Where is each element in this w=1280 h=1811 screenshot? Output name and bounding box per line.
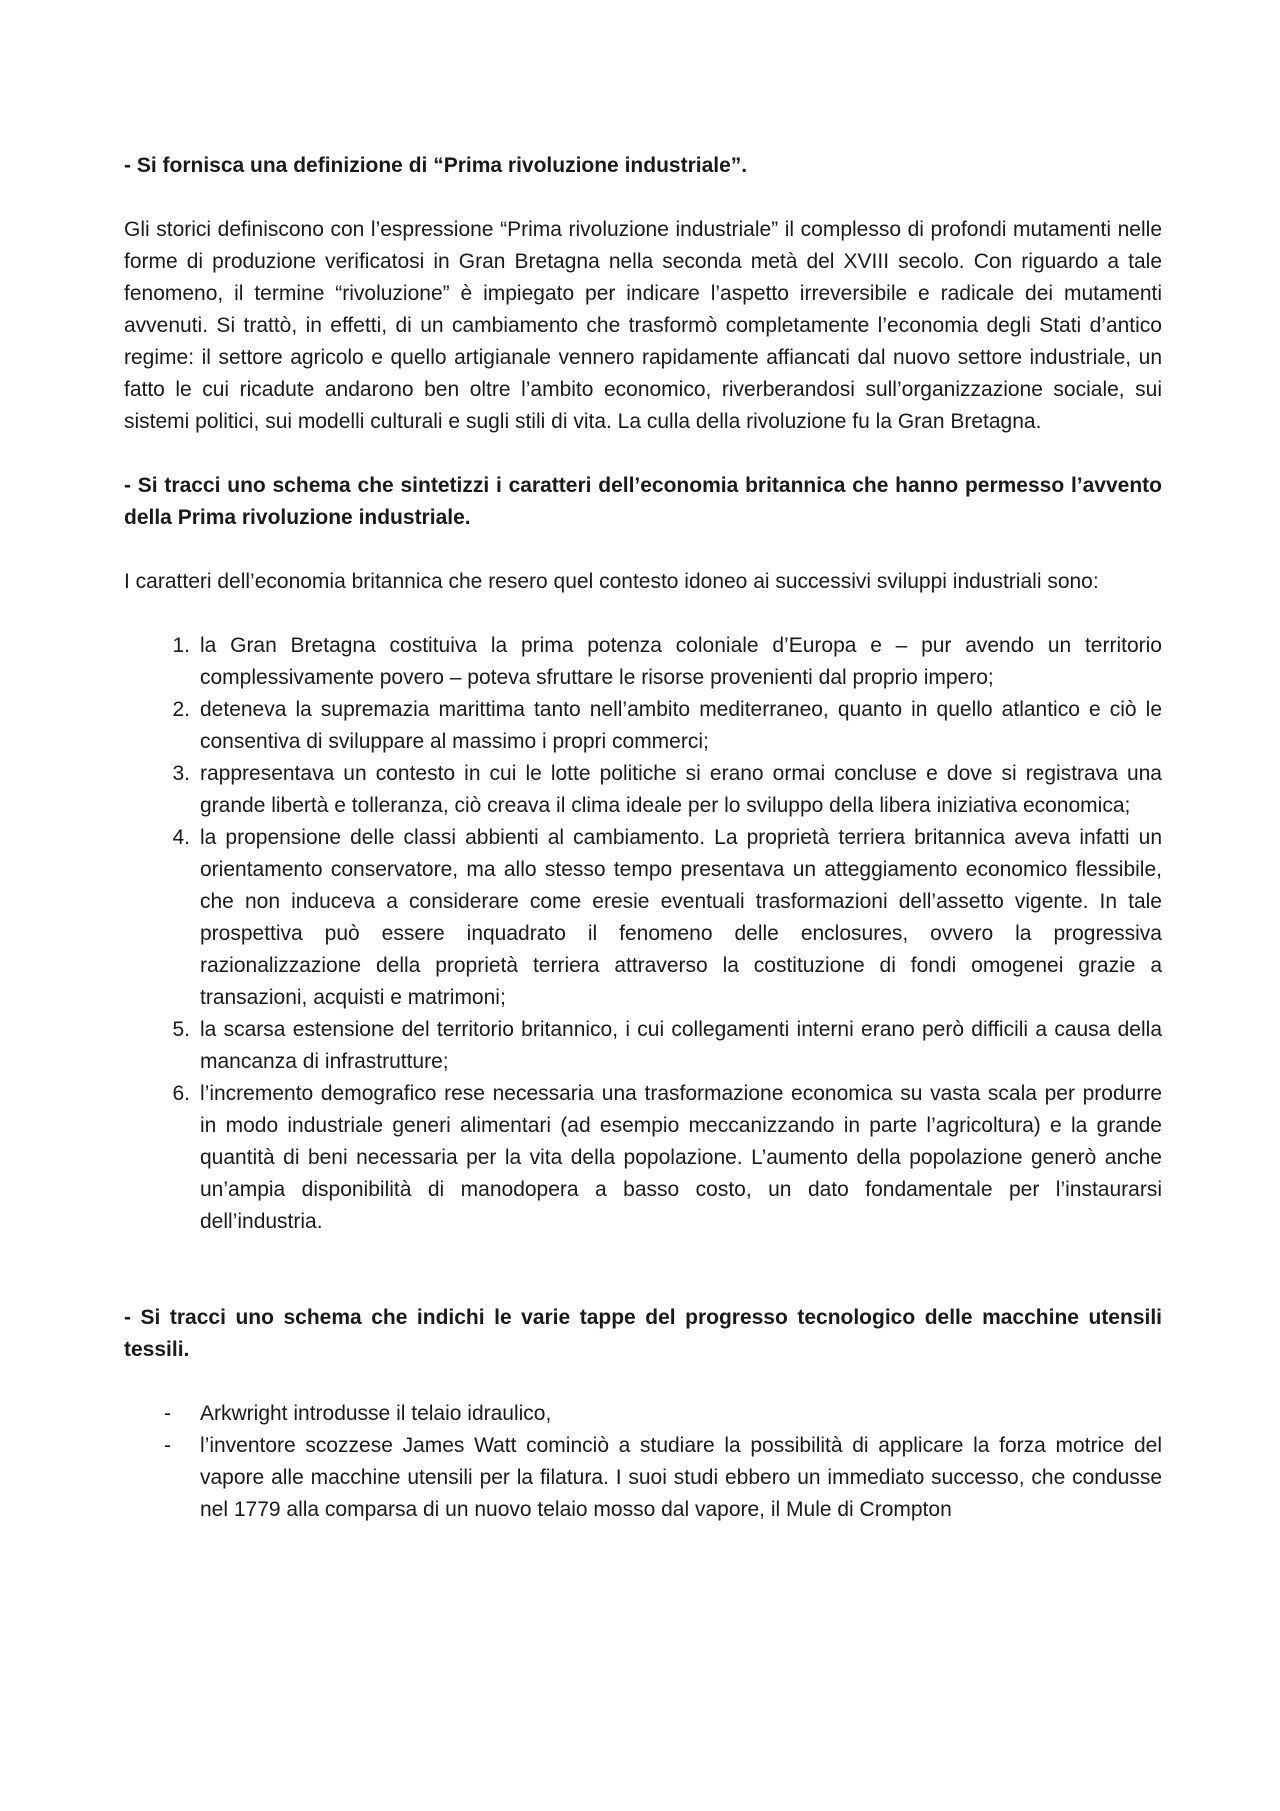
document-page [124, 150, 1162, 1526]
list-item [124, 1430, 1162, 1526]
question-heading: - Si fornisca una definizione di “Prima rivoluzione industriale”. [124, 154, 748, 177]
spacer [124, 598, 1162, 630]
list-number: 3. [172, 762, 190, 785]
dash-list [124, 1398, 1162, 1526]
list-number: 5. [172, 1018, 190, 1041]
list-item [124, 758, 1162, 822]
intro-paragraph: I caratteri dell’economia britannica che resero quel contesto idoneo ai successivi sviluppi industriali sono: [124, 570, 1099, 593]
dash-marker: - [164, 1402, 171, 1425]
list-item [124, 822, 1162, 1014]
list-item [124, 1078, 1162, 1238]
list-item-text: l’inventore scozzese James Watt cominciò a studiare la possibilità di applicare la forza motrice del vapore alle macchine utensili per la filatura. I suoi studi ebbero un immediato successo, che condusse nel 1779 alla comparsa di un nuovo telaio mosso dal vapore, il Mule di Crompton [200, 1434, 1162, 1521]
list-item-text: la Gran Bretagna costituiva la prima potenza coloniale d’Europa e – pur avendo un territorio complessivamente povero – poteva sfruttare le risorse provenienti dal proprio impero; [200, 634, 1162, 689]
spacer [124, 438, 1162, 470]
answer-paragraph: Gli storici definiscono con l’espressione “Prima rivoluzione industriale” il complesso di profondi mutamenti nelle forme di produzione verificatosi in Gran Bretagna nella seconda metà del XVIII secolo. Con riguardo a tale fenomeno, il termine “rivoluzione” è impiegato per indicare l’aspetto irreversibile e radicale dei mutamenti avvenuti. Si trattò, in effetti, di un cambiamento che trasformò completamente l’economia degli Stati d’antico regime: il settore agricolo e quello artigianale vennero rapidamente affiancati dal nuovo settore industriale, un fatto le cui ricadute andarono ben oltre l’ambito economico, riverberandosi sull’organizzazione sociale, sui sistemi politici, sui modelli culturali e sugli stili di vita. La culla della rivoluzione fu la Gran Bretagna. [124, 218, 1162, 433]
list-item [124, 1398, 1162, 1430]
question-heading: - Si tracci uno schema che sintetizzi i caratteri dell’economia britannica che hanno permesso l’avvento della Prima rivoluzione industriale. [124, 474, 1162, 529]
question-heading: - Si tracci uno schema che indichi le varie tappe del progresso tecnologico delle macchine utensili tessili. [124, 1306, 1162, 1361]
list-item-text: rappresentava un contesto in cui le lotte politiche si erano ormai concluse e dove si registrava una grande libertà e tolleranza, ciò creava il clima ideale per lo sviluppo della libera iniziativa economica; [200, 762, 1162, 817]
numbered-list [124, 630, 1162, 1238]
spacer [124, 1238, 1162, 1302]
list-item-text: deteneva la supremazia marittima tanto nell’ambito mediterraneo, quanto in quello atlantico e ciò le consentiva di sviluppare al massimo i propri commerci; [200, 698, 1162, 753]
list-item [124, 694, 1162, 758]
list-number: 2. [172, 698, 190, 721]
dash-marker: - [164, 1434, 171, 1457]
spacer [124, 182, 1162, 214]
spacer [124, 534, 1162, 566]
list-item-text: l’incremento demografico rese necessaria una trasformazione economica su vasta scala per produrre in modo industriale generi alimentari (ad esempio meccanizzando in parte l’agricoltura) e la grande quantità di beni necessaria per la vita della popolazione. L’aumento della popolazione generò anche un’ampia disponibilità di manodopera a basso costo, un dato fondamentale per l’instaurarsi dell’industria. [200, 1082, 1162, 1233]
list-item [124, 630, 1162, 694]
list-item-text: la scarsa estensione del territorio britannico, i cui collegamenti interni erano però difficili a causa della mancanza di infrastrutture; [200, 1018, 1162, 1073]
list-number: 1. [172, 634, 190, 657]
list-item-text: la propensione delle classi abbienti al cambiamento. La proprietà terriera britannica aveva infatti un orientamento conservatore, ma allo stesso tempo presentava un atteggiamento economico flessibile, che non induceva a considerare come eresie eventuali trasformazioni dell’assetto vigente. In tale prospettiva può essere inquadrato il fenomeno delle enclosures, ovvero la progressiva razionalizzazione della proprietà terriera attraverso la costituzione di fondi omogenei grazie a transazioni, acquisti e matrimoni; [200, 826, 1162, 1009]
spacer [124, 1366, 1162, 1398]
list-number: 6. [172, 1082, 190, 1105]
list-item [124, 1014, 1162, 1078]
list-item-text: Arkwright introdusse il telaio idraulico, [200, 1402, 552, 1425]
list-number: 4. [172, 826, 190, 849]
